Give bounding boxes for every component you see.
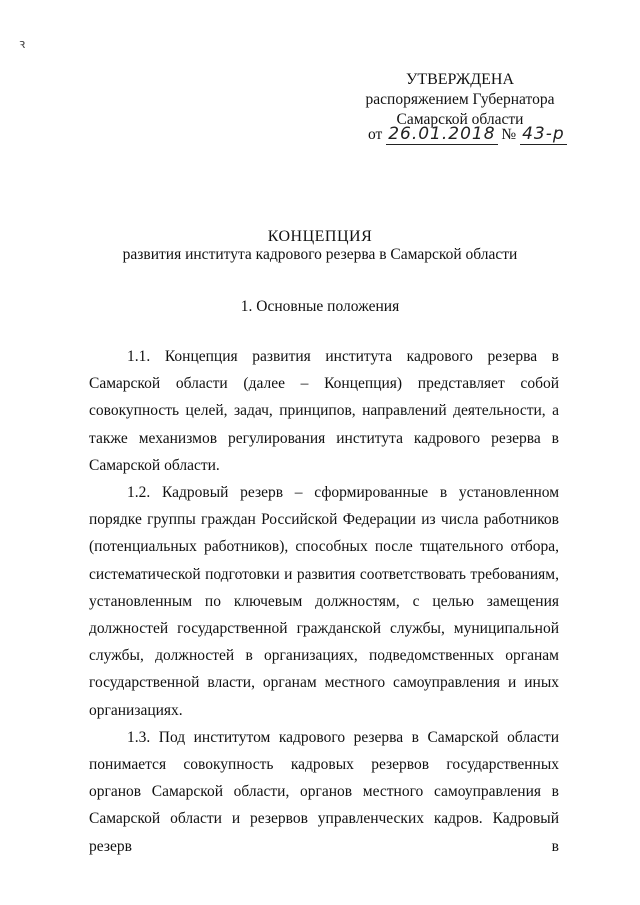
approval-stamp-block (360, 70, 560, 130)
document-subtitle: развития института кадрового резерва в Самарской области (122, 246, 518, 263)
number-prefix: № (501, 126, 517, 143)
document-body (89, 343, 559, 860)
document-title: КОНЦЕПЦИЯ (267, 228, 373, 245)
date-prefix: от (368, 126, 383, 143)
approval-line-1: распоряжением Губернатора (365, 91, 555, 108)
approval-line-2: Самарской области (396, 111, 524, 128)
handwritten-number: 43-р (522, 124, 565, 144)
section-title: 1. Основные положения (240, 298, 400, 315)
paragraph-1-3: 1.3. Под институтом кадрового резерва в Самарской области понимается совокупность кадровых резервов государственных органов Самарской области, органов местного самоуправления в Самарской области и резервов управленческих кадров. Кадровый резерв в (89, 728, 559, 855)
margin-mark: ꝛ (19, 36, 26, 51)
approval-title: УТВЕРЖДЕНА (405, 71, 514, 88)
paragraph-1-2: 1.2. Кадровый резерв – сформированные в установленном порядке группы граждан Российской Федерации из числа работников (потенциальных работников), способных после тщательного отбора, систематической подготовки и развития соответствовать требованиям, установленным по ключевым должностям, с целью замещения должностей государственной гражданской службы, муниципальной службы, должностей в организациях, подведомственных органам государственной власти, органам местного самоуправления и иных организациях. (89, 484, 559, 719)
approval-date-line (368, 124, 567, 144)
handwritten-date: 26.01.2018 (388, 124, 496, 144)
paragraph-1-1: 1.1. Концепция развития института кадрового резерва в Самарской области (далее – Концепция) представляет собой совокупность целей, задач, принципов, направлений деятельности, а также механизмов регулирования института кадрового резерва в Самарской области. (89, 348, 559, 474)
